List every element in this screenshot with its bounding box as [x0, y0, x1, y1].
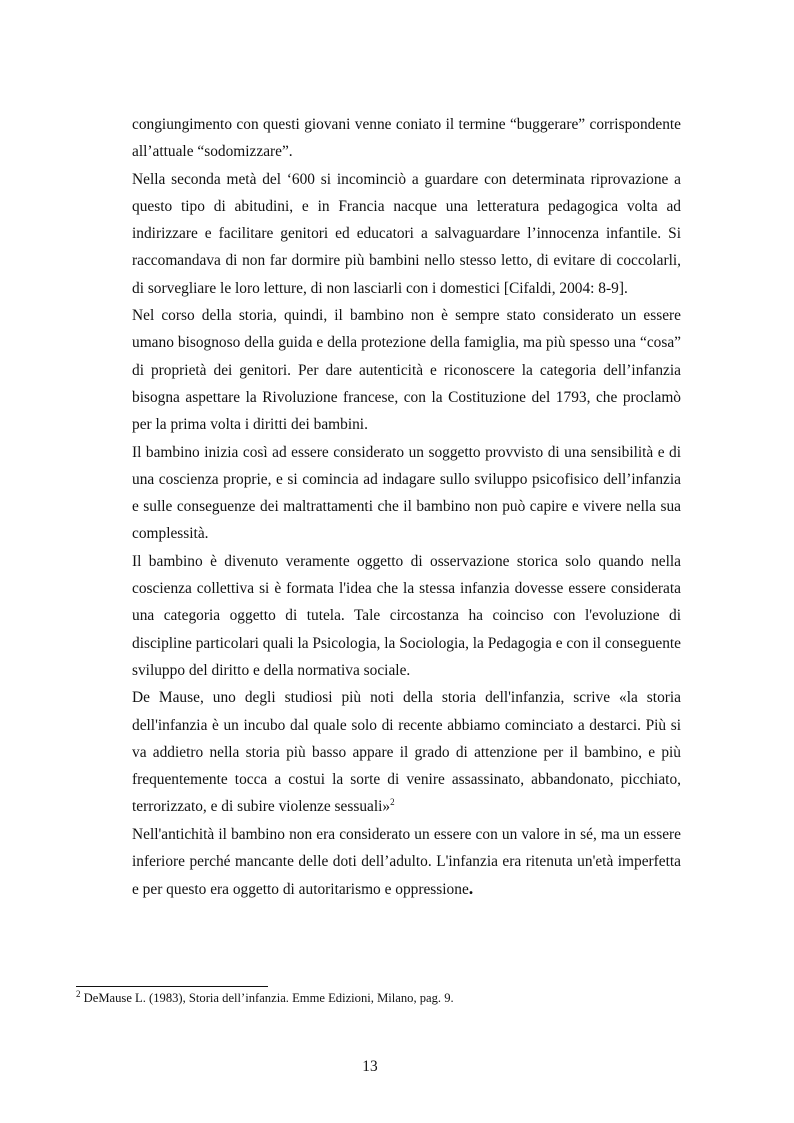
- paragraph-7-text: Nell'antichità il bambino non era considerato un essere con un valore in sé, ma un essere inferiore perché mancante delle doti dell’adulto. L'infanzia era ritenuta un'età imperfetta e per questo era oggetto di autoritarismo e oppressione: [132, 825, 681, 899]
- body-text: [132, 111, 681, 904]
- paragraph-2: Nella seconda metà del ‘600 si incominciò a guardare con determinata riprovazione a questo tipo di abitudini, e in Francia nacque una letteratura pedagogica volta ad indirizzare e facilitare genitori ed educatori a salvaguardare l’innocenza infantile. Si raccomandava di non far dormire più bambini nello stesso letto, di evitare di coccolarli, di sorvegliare le loro letture, di non lasciarli con i domestici [Cifaldi, 2004: 8-9].: [132, 170, 681, 297]
- paragraph-1: congiungimento con questi giovani venne coniato il termine “buggerare” corrispondente all’attuale “sodomizzare”.: [132, 116, 681, 161]
- paragraph-7: [132, 821, 681, 904]
- footnote: [76, 990, 696, 1006]
- paragraph-3: Nel corso della storia, quindi, il bambino non è sempre stato considerato un essere umano bisognoso della guida e della protezione della famiglia, ma più spesso una “cosa” di proprietà dei genitori. Per dare autenticità e riconoscere la categoria dell’infanzia bisogna aspettare la Rivoluzione francese, con la Costituzione del 1793, che proclamò per la prima volta i diritti dei bambini.: [132, 307, 681, 434]
- paragraph-6: [132, 684, 681, 820]
- paragraph-5: Il bambino è divenuto veramente oggetto di osservazione storica solo quando nella coscienza collettiva si è formata l'idea che la stessa infanzia dovesse essere considerata una categoria oggetto di tutela. Tale circostanza ha coinciso con l'evoluzione di discipline particolari quali la Psicologia, la Sociologia, la Pedagogia e con il conseguente sviluppo del diritto e della normativa sociale.: [132, 552, 681, 679]
- footnote-separator: [76, 986, 268, 987]
- page-number: 13: [362, 1058, 378, 1075]
- paragraph-6-text: De Mause, uno degli studiosi più noti della storia dell'infanzia, scrive «la storia dell'infanzia è un incubo dal quale solo di recente abbiamo cominciato a destarci. Più si va addietro nella storia più basso appare il grado di attenzione per il bambino, e più frequentemente tocca a costui la sorte di venire assassinato, abbandonato, picchiato, terrorizzato, e di subire violenze sessuali»: [132, 689, 681, 816]
- footnote-number: 2: [76, 988, 81, 999]
- paragraph-4: Il bambino inizia così ad essere considerato un soggetto provvisto di una sensibilità e di una coscienza proprie, e si comincia ad indagare sullo sviluppo psicofisico dell’infanzia e sulle conseguenze dei maltrattamenti che il bambino non può capire e vivere nella sua complessità.: [132, 443, 681, 543]
- footnote-text: DeMause L. (1983), Storia dell’infanzia. Emme Edizioni, Milano, pag. 9.: [80, 991, 454, 1005]
- footnote-reference: 2: [390, 797, 395, 808]
- paragraph-7-period: .: [468, 878, 474, 899]
